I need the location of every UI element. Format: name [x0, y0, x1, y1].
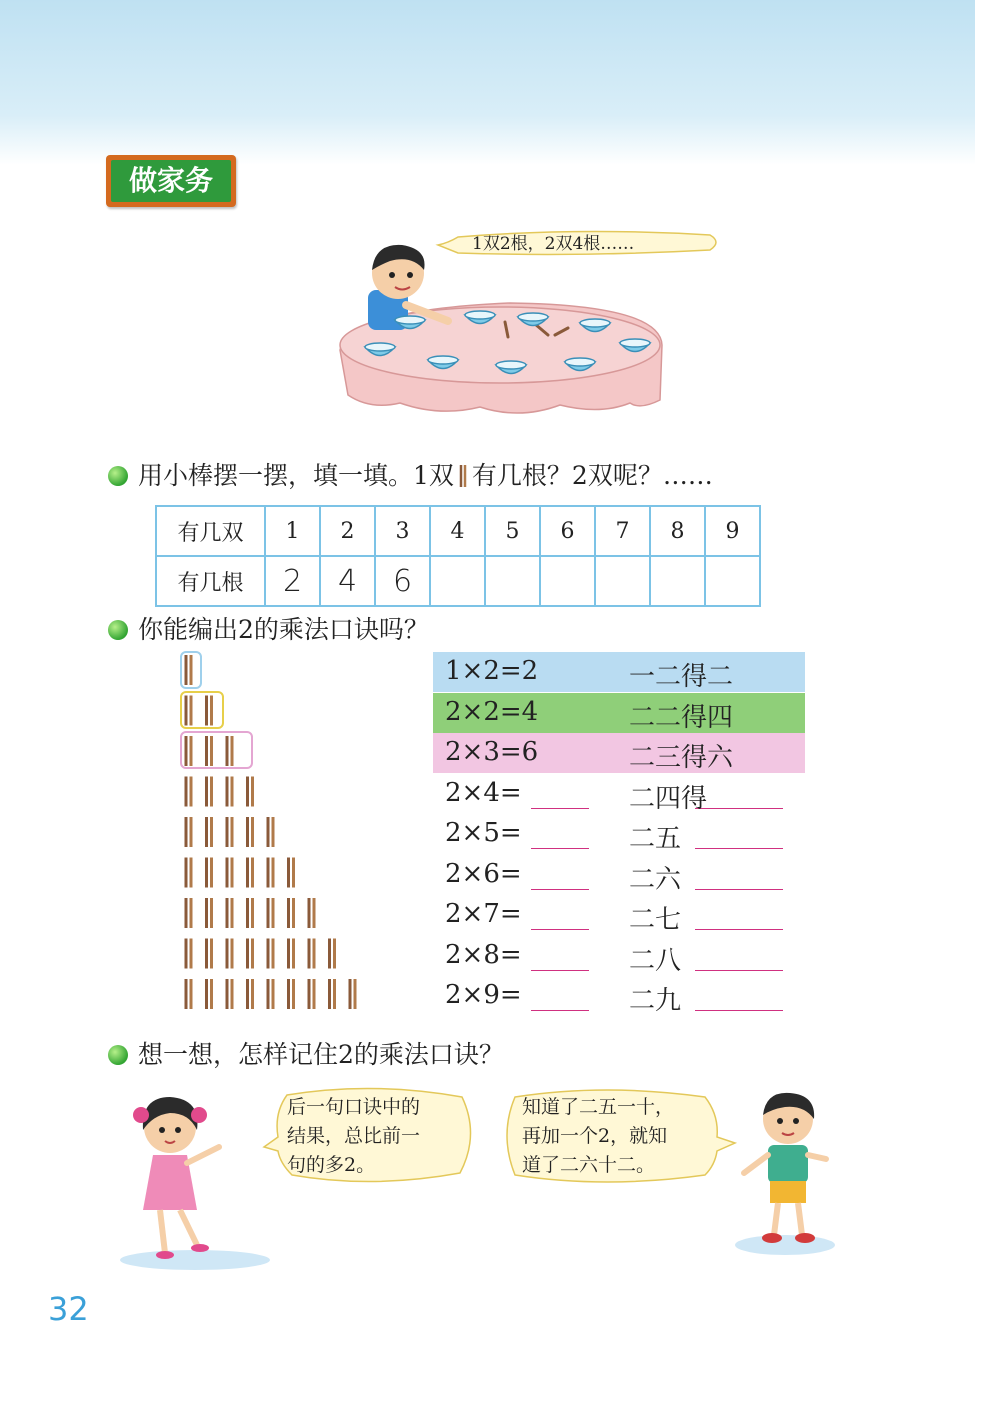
table-cell: 2 — [320, 506, 375, 556]
table-cell: 4 — [430, 506, 485, 556]
rhyme-right: 二二得四 — [629, 702, 734, 733]
table-answer-cell[interactable] — [540, 556, 595, 606]
boy-illustration — [730, 1085, 840, 1260]
green-bullet-icon — [108, 620, 128, 640]
question-3-text: 想一想，怎样记住2的乘法口诀？ — [138, 1040, 504, 1069]
green-bullet-icon — [108, 1045, 128, 1065]
rhyme-right: 二七 — [629, 905, 682, 935]
question-2 — [108, 610, 429, 646]
equation-left: 1×2=2 — [445, 656, 539, 686]
question-1-text-a: 用小棒摆一摆，填一填。1双 — [138, 461, 454, 490]
table-header-pairs: 有几双 — [156, 506, 265, 556]
rhyme-blank[interactable] — [695, 865, 783, 890]
equation-row — [433, 814, 805, 854]
boy-bubble-line: 再加一个2，就知 — [522, 1125, 668, 1147]
page-number: 32 — [48, 1290, 89, 1328]
section-title: 做家务 — [111, 160, 231, 202]
green-bullet-icon — [108, 466, 128, 486]
girl-bubble-text — [287, 1093, 420, 1180]
equation-row — [433, 733, 805, 773]
table-cell: 9 — [705, 506, 760, 556]
table-row-sticks — [156, 556, 760, 606]
speech-text-top: 1双2根，2双4根…… — [472, 234, 635, 254]
equation-row — [433, 976, 805, 1016]
rhyme-blank[interactable] — [695, 824, 783, 849]
equation-row — [433, 693, 805, 733]
girl-illustration — [115, 1085, 275, 1270]
table-answer-cell[interactable] — [595, 556, 650, 606]
section-title-badge — [106, 155, 236, 207]
question-1-text-b: 有几根？2双呢？…… — [471, 461, 713, 490]
count-table — [155, 505, 761, 607]
table-answer-cell[interactable]: 4 — [320, 556, 375, 606]
girl-bubble-line: 结果，总比前一 — [287, 1125, 421, 1147]
boy-bubble-text — [522, 1093, 674, 1180]
rhyme-right: 二六 — [629, 864, 682, 895]
product-blank[interactable] — [531, 865, 589, 890]
chopstick-pair-icon — [458, 464, 468, 488]
equation-left: 2×9= — [445, 980, 522, 1010]
rhyme-right: 二九 — [629, 986, 682, 1016]
table-cell: 5 — [485, 506, 540, 556]
table-cell: 7 — [595, 506, 650, 556]
equation-row — [433, 936, 805, 976]
table-cell: 6 — [540, 506, 595, 556]
product-blank[interactable] — [531, 905, 589, 930]
table-cell: 3 — [375, 506, 430, 556]
girl-bubble-line: 后一句口诀中的 — [287, 1096, 421, 1118]
equation-left: 2×4= — [445, 777, 522, 808]
rhyme-right: 二三得六 — [629, 743, 734, 773]
equation-row — [433, 774, 805, 814]
rhyme-right: 二八 — [629, 945, 682, 976]
rhyme-right: 二四得 — [629, 783, 708, 814]
rhyme-blank[interactable] — [695, 986, 783, 1011]
table-answer-cell[interactable]: 2 — [265, 556, 320, 606]
girl-bubble-line: 句的多2。 — [287, 1154, 376, 1176]
rhyme-blank[interactable] — [695, 784, 783, 809]
rhyme-right: 二五 — [629, 824, 682, 854]
table-answer-cell[interactable] — [650, 556, 705, 606]
stick-staircase-illustration — [170, 650, 370, 1010]
table-header-sticks: 有几根 — [156, 556, 265, 606]
header-band — [0, 0, 975, 165]
equation-left: 2×6= — [445, 858, 522, 889]
question-3 — [108, 1035, 504, 1071]
equation-left: 2×2=4 — [445, 696, 539, 727]
equation-left: 2×5= — [445, 818, 522, 848]
equation-left: 2×7= — [445, 899, 522, 929]
equation-row — [433, 855, 805, 895]
boy-bubble-line: 知道了二五一十， — [522, 1096, 675, 1118]
product-blank[interactable] — [531, 986, 589, 1011]
table-answer-cell[interactable]: 6 — [375, 556, 430, 606]
rhyme-right: 一二得二 — [629, 662, 734, 692]
rhyme-blank[interactable] — [695, 905, 783, 930]
equation-left: 2×3=6 — [445, 737, 539, 767]
table-cell: 1 — [265, 506, 320, 556]
equation-row — [433, 652, 805, 692]
equation-row — [433, 895, 805, 935]
table-setting-illustration — [330, 225, 730, 440]
table-answer-cell[interactable] — [430, 556, 485, 606]
table-cell: 8 — [650, 506, 705, 556]
table-answer-cell[interactable] — [485, 556, 540, 606]
question-2-text: 你能编出2的乘法口诀吗？ — [138, 615, 429, 644]
boy-bubble-line: 道了二六十二。 — [522, 1154, 656, 1176]
table-answer-cell[interactable] — [705, 556, 760, 606]
product-blank[interactable] — [531, 946, 589, 971]
product-blank[interactable] — [531, 824, 589, 849]
question-1 — [108, 456, 713, 492]
equation-left: 2×8= — [445, 939, 522, 970]
rhyme-blank[interactable] — [695, 946, 783, 971]
table-row-pairs — [156, 506, 760, 556]
product-blank[interactable] — [531, 784, 589, 809]
